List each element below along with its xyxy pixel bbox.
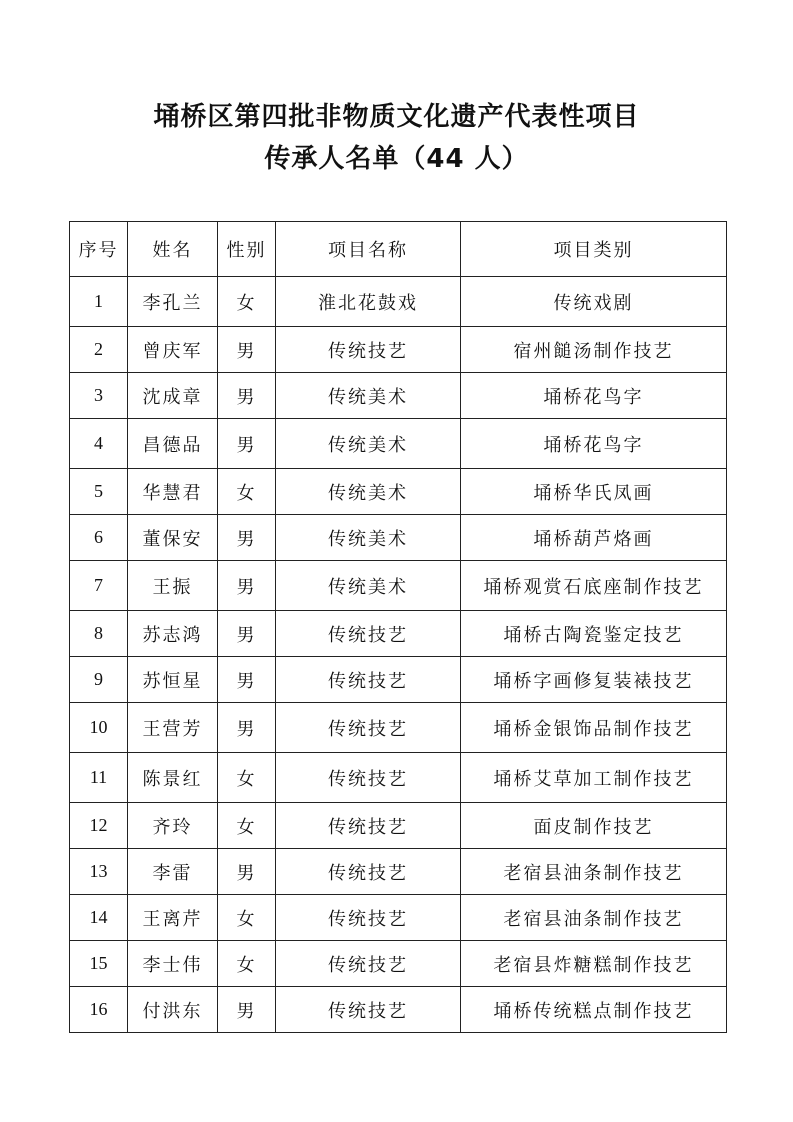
cell-index: 16 [70, 987, 128, 1033]
cell-project: 埇桥传统糕点制作技艺 [461, 987, 727, 1033]
cell-name: 付洪东 [128, 987, 218, 1033]
cell-name: 陈景红 [128, 753, 218, 803]
cell-project: 埇桥艾草加工制作技艺 [461, 753, 727, 803]
table-row [70, 419, 727, 469]
title-line-1: 埇桥区第四批非物质文化遗产代表性项目 [153, 102, 640, 132]
cell-project: 埇桥花鸟字 [461, 373, 727, 419]
cell-index: 10 [70, 703, 128, 753]
cell-category: 传统技艺 [276, 941, 461, 987]
cell-project: 面皮制作技艺 [461, 803, 727, 849]
cell-project: 传统戏剧 [461, 277, 727, 327]
inheritor-table [69, 221, 727, 1033]
cell-gender: 女 [218, 753, 276, 803]
cell-index: 6 [70, 515, 128, 561]
table-row [70, 515, 727, 561]
table-row [70, 611, 727, 657]
table-row [70, 703, 727, 753]
cell-index: 14 [70, 895, 128, 941]
title-line-2: 传承人名单（44 人） [264, 144, 529, 174]
cell-gender: 男 [218, 657, 276, 703]
cell-project: 埇桥华氏凤画 [461, 469, 727, 515]
cell-gender: 男 [218, 611, 276, 657]
cell-name: 李士伟 [128, 941, 218, 987]
table-row [70, 753, 727, 803]
cell-name: 苏恒星 [128, 657, 218, 703]
cell-gender: 男 [218, 703, 276, 753]
cell-category: 传统技艺 [276, 703, 461, 753]
cell-index: 1 [70, 277, 128, 327]
table-row [70, 469, 727, 515]
table-row [70, 803, 727, 849]
cell-gender: 女 [218, 277, 276, 327]
cell-category: 传统技艺 [276, 849, 461, 895]
cell-gender: 男 [218, 515, 276, 561]
cell-project: 老宿县油条制作技艺 [461, 849, 727, 895]
cell-index: 8 [70, 611, 128, 657]
cell-project: 埇桥字画修复装裱技艺 [461, 657, 727, 703]
cell-project: 埇桥花鸟字 [461, 419, 727, 469]
cell-category: 传统技艺 [276, 803, 461, 849]
cell-category: 传统技艺 [276, 987, 461, 1033]
table-row [70, 657, 727, 703]
table-row [70, 277, 727, 327]
table-header-row [70, 222, 727, 277]
cell-name: 李雷 [128, 849, 218, 895]
cell-category: 传统美术 [276, 373, 461, 419]
cell-category: 传统技艺 [276, 753, 461, 803]
cell-name: 董保安 [128, 515, 218, 561]
header-name: 姓名 [128, 222, 218, 277]
cell-project: 老宿县炸糖糕制作技艺 [461, 941, 727, 987]
cell-index: 9 [70, 657, 128, 703]
table-row [70, 373, 727, 419]
cell-index: 7 [70, 561, 128, 611]
cell-gender: 男 [218, 419, 276, 469]
cell-project: 埇桥观赏石底座制作技艺 [461, 561, 727, 611]
cell-index: 13 [70, 849, 128, 895]
cell-category: 传统技艺 [276, 657, 461, 703]
cell-index: 3 [70, 373, 128, 419]
cell-category: 传统美术 [276, 515, 461, 561]
cell-index: 12 [70, 803, 128, 849]
table-row [70, 987, 727, 1033]
cell-gender: 男 [218, 987, 276, 1033]
document-title [0, 96, 793, 180]
cell-project: 埇桥金银饰品制作技艺 [461, 703, 727, 753]
cell-project: 埇桥葫芦烙画 [461, 515, 727, 561]
cell-index: 15 [70, 941, 128, 987]
cell-name: 齐玲 [128, 803, 218, 849]
cell-name: 苏志鸿 [128, 611, 218, 657]
cell-gender: 女 [218, 941, 276, 987]
cell-name: 王营芳 [128, 703, 218, 753]
cell-name: 沈成章 [128, 373, 218, 419]
cell-category: 淮北花鼓戏 [276, 277, 461, 327]
cell-category: 传统技艺 [276, 611, 461, 657]
cell-index: 2 [70, 327, 128, 373]
table-row [70, 849, 727, 895]
cell-gender: 女 [218, 803, 276, 849]
cell-project: 宿州䭔汤制作技艺 [461, 327, 727, 373]
header-category: 项目名称 [276, 222, 461, 277]
table-row [70, 941, 727, 987]
cell-gender: 男 [218, 849, 276, 895]
cell-name: 王振 [128, 561, 218, 611]
cell-project: 老宿县油条制作技艺 [461, 895, 727, 941]
cell-gender: 男 [218, 561, 276, 611]
cell-category: 传统技艺 [276, 327, 461, 373]
cell-name: 华慧君 [128, 469, 218, 515]
header-index: 序号 [70, 222, 128, 277]
cell-category: 传统美术 [276, 469, 461, 515]
cell-category: 传统技艺 [276, 895, 461, 941]
cell-gender: 女 [218, 895, 276, 941]
header-gender: 性别 [218, 222, 276, 277]
cell-name: 王离芹 [128, 895, 218, 941]
header-project: 项目类别 [461, 222, 727, 277]
cell-category: 传统美术 [276, 561, 461, 611]
table-row [70, 327, 727, 373]
table-row [70, 895, 727, 941]
cell-gender: 男 [218, 373, 276, 419]
cell-index: 5 [70, 469, 128, 515]
cell-index: 4 [70, 419, 128, 469]
cell-gender: 女 [218, 469, 276, 515]
cell-name: 昌德品 [128, 419, 218, 469]
cell-category: 传统美术 [276, 419, 461, 469]
table-row [70, 561, 727, 611]
cell-name: 曾庆军 [128, 327, 218, 373]
cell-name: 李孔兰 [128, 277, 218, 327]
cell-index: 11 [70, 753, 128, 803]
cell-gender: 男 [218, 327, 276, 373]
cell-project: 埇桥古陶瓷鉴定技艺 [461, 611, 727, 657]
